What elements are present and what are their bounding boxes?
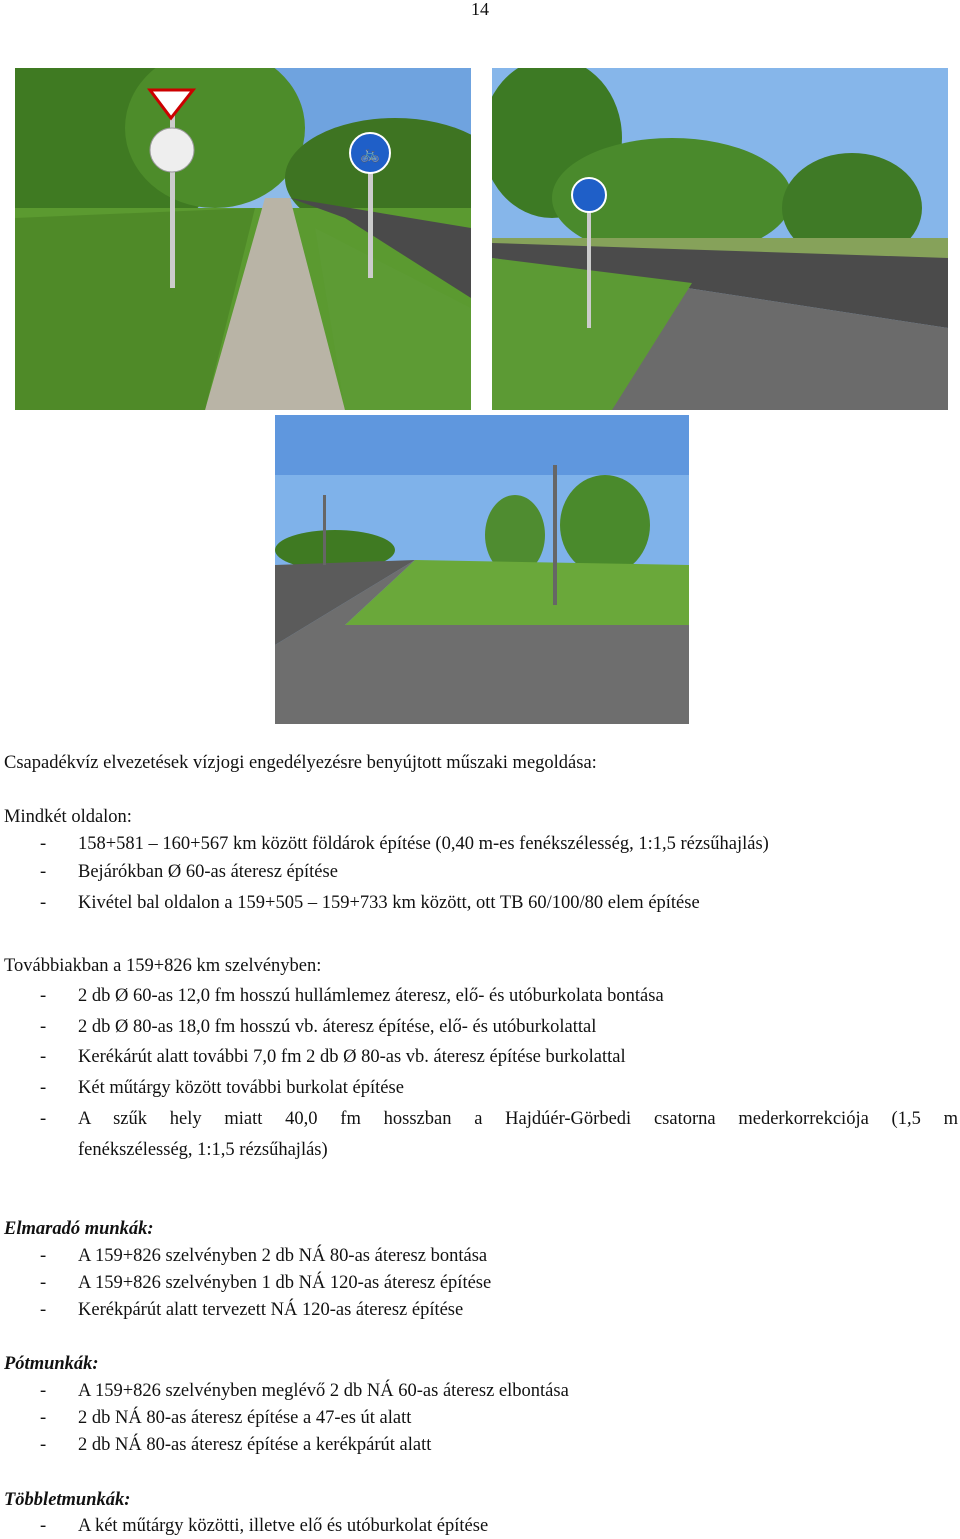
photo-bike-path-right xyxy=(492,68,948,410)
section2-heading: Továbbiakban a 159+826 km szelvényben: xyxy=(4,956,322,976)
intro-text: Csapadékvíz elvezetések vízjogi engedélyezésre benyújtott műszaki megoldása: xyxy=(4,753,597,773)
page-number: 14 xyxy=(471,0,489,19)
section5-heading: Többletmunkák: xyxy=(4,1490,131,1510)
svg-text:🚲: 🚲 xyxy=(360,144,380,163)
section4-heading: Pótmunkák: xyxy=(4,1354,99,1374)
list-item-long-line2: fenékszélesség, 1:1,5 rézsűhajlás) xyxy=(78,1140,328,1160)
list-item-long-line1: A szűk hely miatt 40,0 fm hosszban a Hajdúér-Görbedi csatorna mederkorrekciója (1,5 m xyxy=(78,1109,958,1129)
photo-junction xyxy=(275,415,689,724)
photo-bike-path-left xyxy=(15,68,471,410)
section3-heading: Elmaradó munkák: xyxy=(4,1219,154,1239)
section1-heading: Mindkét oldalon: xyxy=(4,807,132,827)
